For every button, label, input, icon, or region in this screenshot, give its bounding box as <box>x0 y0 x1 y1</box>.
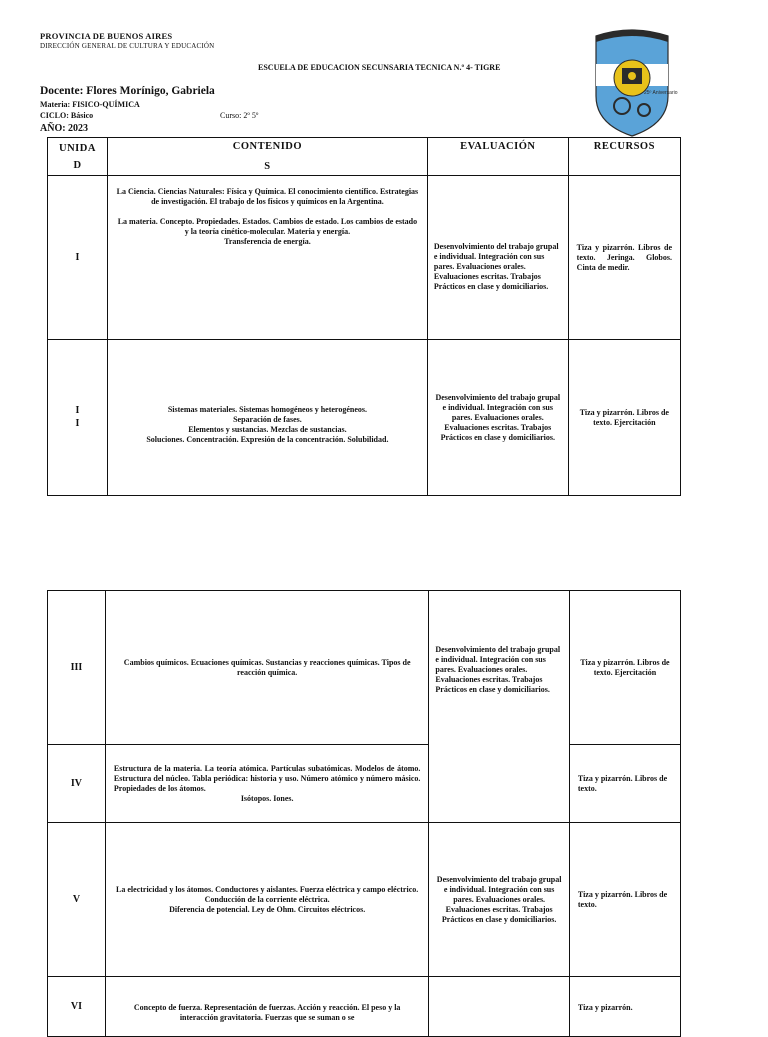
contents-cell: Cambios químicos. Ecuaciones químicas. Sustancias y reacciones químicas. Tipos de reacción química. <box>105 591 429 745</box>
unit-cell: III <box>48 591 106 745</box>
contents-paragraph: Transferencia de energía. <box>224 237 311 246</box>
school-shield-logo <box>592 26 678 138</box>
table-row <box>48 745 681 823</box>
school-title: ESCUELA DE EDUCACION SECUNSARIA TECNICA N.º 4- TIGRE <box>258 63 501 72</box>
header-unit-line1: UNIDA <box>59 142 96 154</box>
contents-paragraph: La materia. Concepto. Propiedades. Estados. Cambios de estado. Los cambios de estado y la teoría cinético-molecular. Materia y energía. <box>117 217 418 236</box>
resources-cell: Tiza y pizarrón. Libros de texto. Ejercitación <box>569 591 680 745</box>
evaluation-cell: Desenvolvimiento del trabajo grupal e individual. Integración con sus pares. Evaluaciones orales. Evaluaciones escritas. Trabajos Prácticos en clase y domiciliarios. <box>427 176 568 340</box>
resources-cell: Tiza y pizarrón. <box>569 977 680 1037</box>
logo-anniversary-text: 25º Aniversario <box>644 90 678 96</box>
contents-cell: Concepto de fuerza. Representación de fuerzas. Acción y reacción. El peso y la interacción gravitatoria. Fuerzas que se suman o se <box>105 977 429 1037</box>
subject: Materia: FISICO-QUÍMICA <box>40 100 140 109</box>
plan-table-bottom <box>47 590 681 1037</box>
header-contents-line2: S <box>264 160 271 172</box>
contents-cell <box>105 823 429 977</box>
evaluation-cell-empty <box>429 745 569 823</box>
resources-cell: Tiza y pizarrón. Libros de texto. <box>569 823 680 977</box>
unit-cell: V <box>48 823 106 977</box>
resources-cell: Tiza y pizarrón. Libros de texto. Ejercitación <box>568 340 680 496</box>
course: Curso: 2º 5º <box>220 111 259 120</box>
province-title: PROVINCIA DE BUENOS AIRES <box>40 31 173 41</box>
header-unit-line2: D <box>73 159 82 171</box>
contents-paragraph: Isótopos. Iones. <box>240 793 294 803</box>
table-row <box>48 823 681 977</box>
unit-letter: I <box>75 405 80 416</box>
contents-paragraph: Sistemas materiales. Sistemas homogéneos y heterogéneos. <box>167 404 367 414</box>
table-header-row <box>48 138 681 176</box>
unit-cell: VI <box>48 977 106 1037</box>
unit-letter: I <box>75 417 80 429</box>
unit-cell: I <box>48 176 108 340</box>
contents-paragraph: La Ciencia. Ciencias Naturales: Física y Química. El conocimiento científico. Estrategias de investigación. El trabajo de los físicos y químicos en la Argentina. <box>116 187 419 206</box>
table-row <box>48 176 681 340</box>
resources-cell: Tiza y pizarrón. Libros de texto. Jeringa. Globos. Cinta de medir. <box>568 176 680 340</box>
contents-paragraph: Soluciones. Concentración. Expresión de la concentración. Solubilidad. <box>146 434 389 444</box>
unit-cell <box>48 340 108 496</box>
header-contents-line1: CONTENIDO <box>232 141 303 153</box>
plan-table-top <box>47 137 681 496</box>
contents-paragraph: Separación de fases. <box>233 414 302 424</box>
table-row <box>48 340 681 496</box>
cycle: CICLO: Básico <box>40 111 94 120</box>
evaluation-cell: Desenvolvimiento del trabajo grupal e individual. Integración con sus pares. Evaluaciones orales. Evaluaciones escritas. Trabajos Prácticos en clase y domiciliarios. <box>427 340 568 496</box>
year: AÑO: 2023 <box>40 123 89 134</box>
contents-paragraph: La electricidad y los átomos. Conductores y aislantes. Fuerza eléctrica y campo eléctrico. Conducción de la corriente eléctrica. <box>116 884 419 904</box>
contents-cell <box>107 176 427 340</box>
evaluation-cell: Desenvolvimiento del trabajo grupal e individual. Integración con sus pares. Evaluaciones orales. Evaluaciones escritas. Trabajos Prácticos en clase y domiciliarios. <box>429 591 569 745</box>
directorate-title: DIRECCIÓN GENERAL DE CULTURA Y EDUCACIÓN <box>40 42 215 50</box>
contents-paragraph: Estructura de la materia. La teoría atómica. Partículas subatómicas. Modelos de átomo. Estructura del núcleo. Tabla periódica: historia y uso. Número atómico y número másico. Propiedades de los átomos. <box>113 763 421 793</box>
header-resources: RECURSOS <box>568 138 680 176</box>
header-contents <box>107 138 427 176</box>
contents-cell <box>105 745 429 823</box>
evaluation-cell: Desenvolvimiento del trabajo grupal e individual. Integración con sus pares. Evaluaciones orales. Evaluaciones escritas. Trabajos Prácticos en clase y domiciliarios. <box>429 823 569 977</box>
contents-paragraph: Diferencia de potencial. Ley de Ohm. Circuitos eléctricos. <box>169 904 366 914</box>
resources-cell: Tiza y pizarrón. Libros de texto. <box>569 745 680 823</box>
table-row <box>48 591 681 745</box>
table-row <box>48 977 681 1037</box>
contents-paragraph: Elementos y sustancias. Mezclas de sustancias. <box>188 424 347 434</box>
unit-cell: IV <box>48 745 106 823</box>
header-evaluation: EVALUACIÓN <box>427 138 568 176</box>
header-unit <box>48 138 108 176</box>
evaluation-cell-empty <box>429 977 569 1037</box>
contents-cell <box>107 340 427 496</box>
teacher-name: Docente: Flores Morínigo, Gabriela <box>40 85 215 97</box>
